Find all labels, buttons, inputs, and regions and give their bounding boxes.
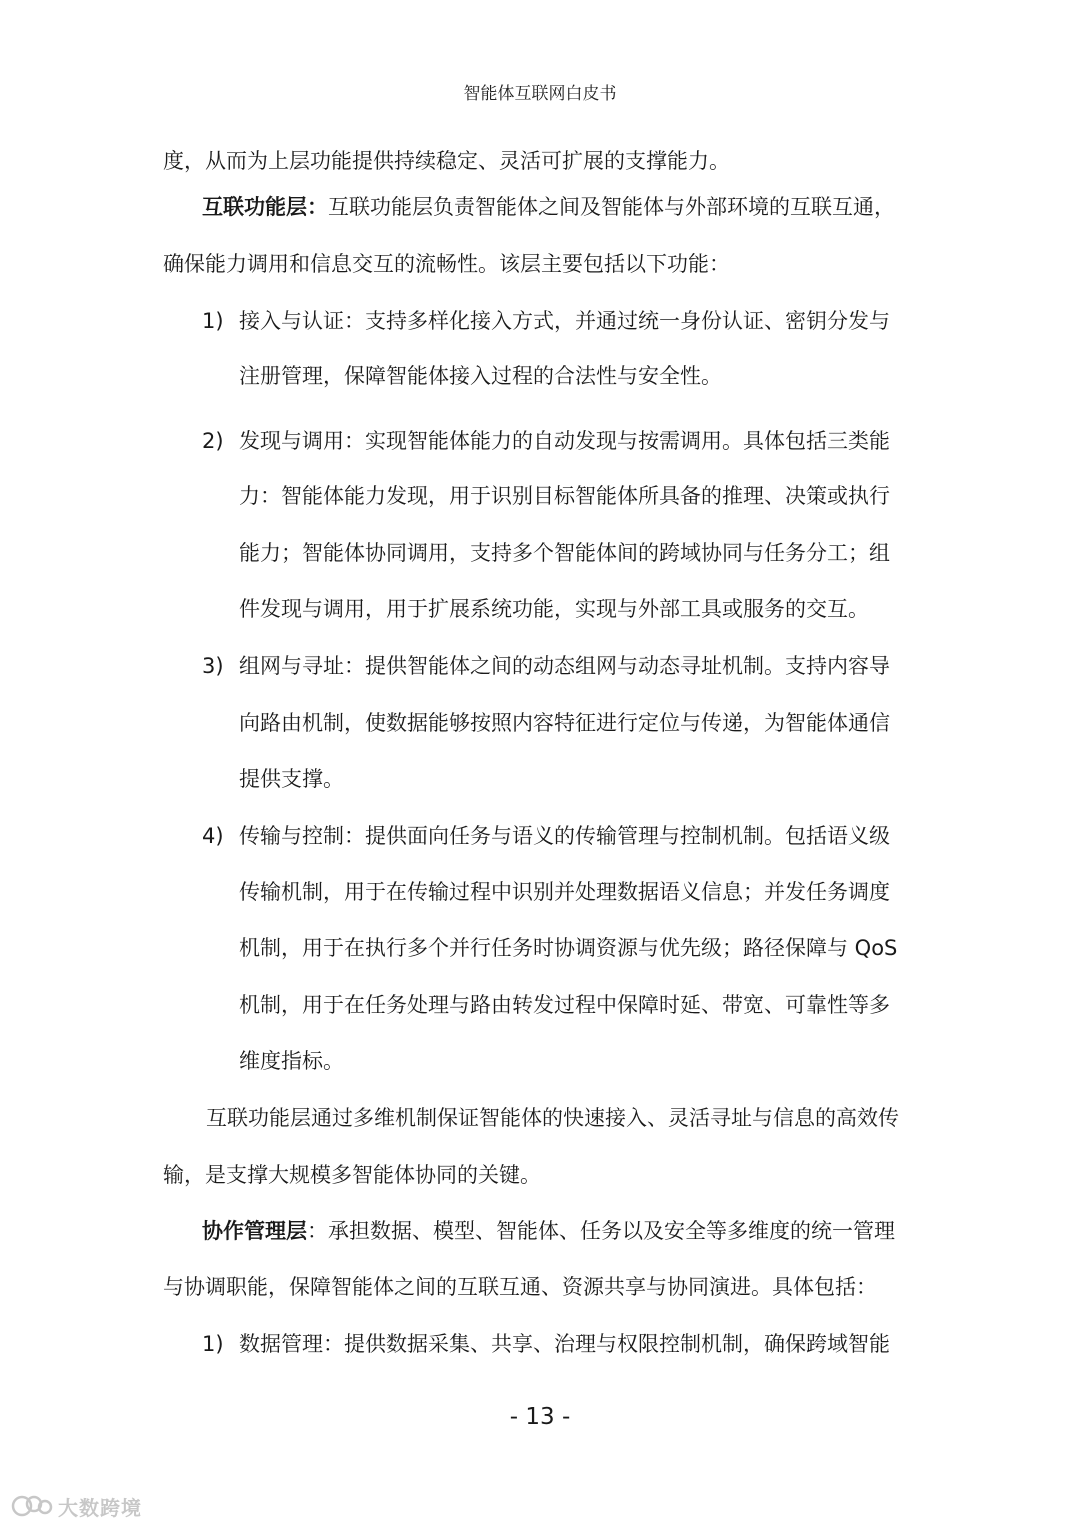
interconnect-layer-text: 互联功能层负责智能体之间及智能体与外部环境的互联互通， (328, 195, 895, 219)
collab-layer-line-2: 与协调职能，保障智能体之间的互联互通、资源共享与协同演进。具体包括： (163, 1275, 877, 1299)
list-item-marker: 2) (202, 429, 224, 453)
list-item-line: 机制，用于在任务处理与路由转发过程中保障时延、带宽、可靠性等多 (239, 993, 890, 1017)
list-item-line: 维度指标。 (239, 1049, 344, 1073)
summary-line-1: 互联功能层通过多维机制保证智能体的快速接入、灵活寻址与信息的高效传 (206, 1106, 899, 1130)
list-item-line: 向路由机制，使数据能够按照内容特征进行定位与传递，为智能体通信 (239, 711, 890, 735)
list-item-marker: 1) (202, 1332, 224, 1356)
list-item-line: 注册管理，保障智能体接入过程的合法性与安全性。 (239, 364, 722, 388)
interconnect-layer-line-2: 确保能力调用和信息交互的流畅性。该层主要包括以下功能： (163, 252, 730, 276)
list-item-line: 传输与控制：提供面向任务与语义的传输管理与控制机制。包括语义级 (239, 824, 890, 848)
interconnect-layer-heading: 互联功能层： (202, 195, 328, 219)
list-item-line: 提供支撑。 (239, 767, 344, 791)
summary-line-2: 输，是支撑大规模多智能体协同的关键。 (163, 1163, 541, 1187)
list-item-line: 接入与认证：支持多样化接入方式，并通过统一身份认证、密钥分发与 (239, 309, 890, 333)
list-item-marker: 3) (202, 654, 224, 678)
list-item-line: 力：智能体能力发现，用于识别目标智能体所具备的推理、决策或执行 (239, 484, 890, 508)
interconnect-layer-line-1 (202, 192, 895, 222)
collab-layer-text: ：承担数据、模型、智能体、任务以及安全等多维度的统一管理 (307, 1219, 895, 1243)
list-item-marker: 1) (202, 309, 224, 333)
running-header: 智能体互联网白皮书 (463, 84, 617, 104)
brand-logo-icon (10, 1492, 54, 1520)
list-item-line: 发现与调用：实现智能体能力的自动发现与按需调用。具体包括三类能 (239, 429, 890, 453)
list-item-line: 传输机制，用于在传输过程中识别并处理数据语义信息；并发任务调度 (239, 880, 890, 904)
watermark (10, 1490, 142, 1522)
collab-layer-heading: 协作管理层 (202, 1219, 307, 1243)
collab-layer-line-1 (202, 1216, 895, 1246)
list-item-line: 组网与寻址：提供智能体之间的动态组网与动态寻址机制。支持内容导 (239, 654, 890, 678)
list-item-line: 数据管理：提供数据采集、共享、治理与权限控制机制，确保跨域智能 (239, 1332, 890, 1356)
list-item-marker: 4) (202, 824, 224, 848)
list-item-line: 能力；智能体协同调用，支持多个智能体间的跨域协同与任务分工；组 (239, 541, 890, 565)
list-item-line: 件发现与调用，用于扩展系统功能，实现与外部工具或服务的交互。 (239, 597, 869, 621)
list-item-line: 机制，用于在执行多个并行任务时协调资源与优先级；路径保障与 QoS (239, 936, 898, 960)
intro-continuation: 度，从而为上层功能提供持续稳定、灵活可扩展的支撑能力。 (163, 149, 730, 173)
watermark-text: 大数跨境 (58, 1495, 142, 1520)
page-number: - 13 - (509, 1404, 571, 1430)
